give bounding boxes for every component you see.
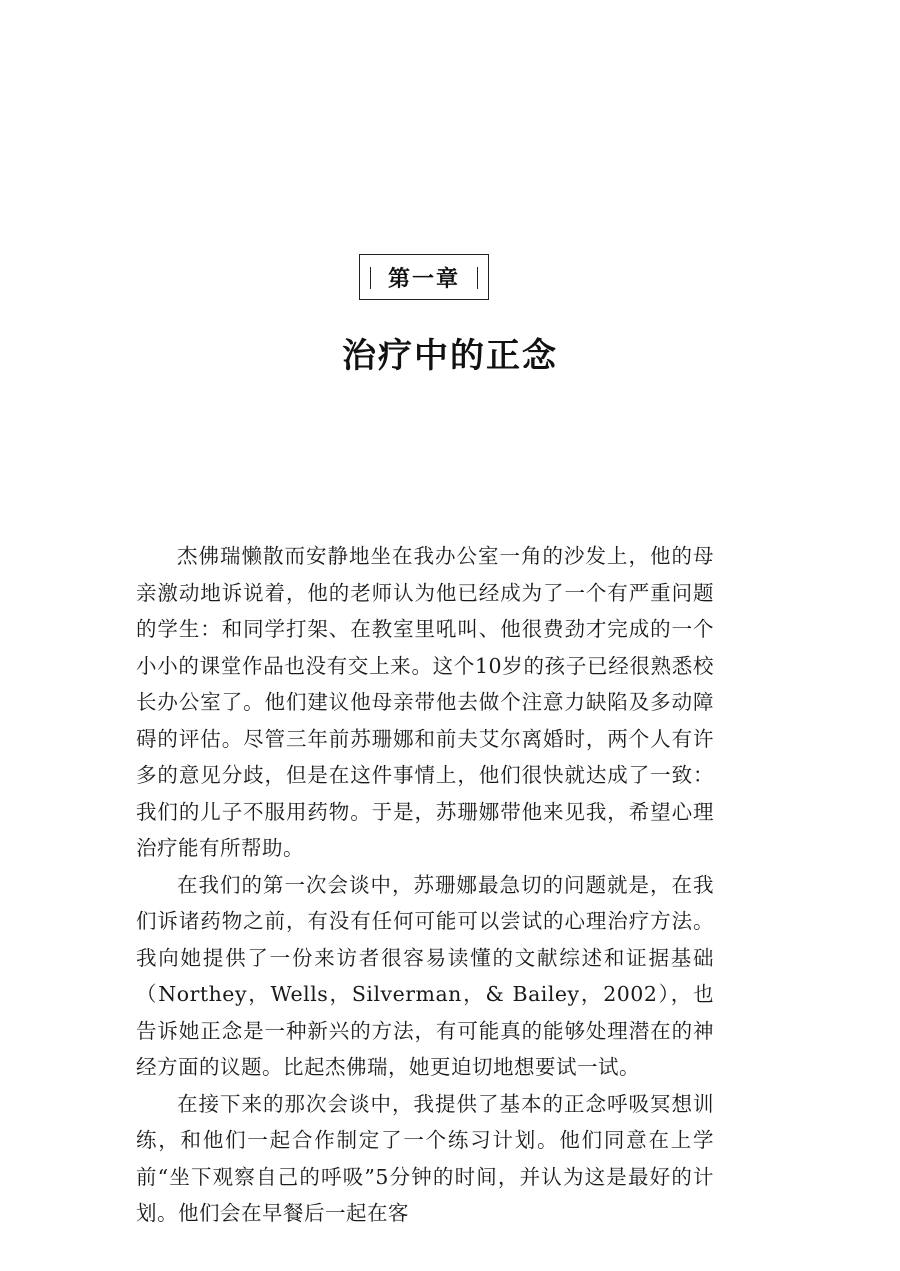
chapter-box-right-rule <box>477 267 478 289</box>
chapter-label: 第一章 <box>387 266 460 292</box>
paragraph: 杰佛瑞懒散而安静地坐在我办公室一角的沙发上，他的母亲激动地诉说着，他的老师认为他已经成为了一个有严重问题的学生：和同学打架、在教室里吼叫、他很费劲才完成的一个小小的课堂作品也没有交上来。这个10岁的孩子已经很熟悉校长办公室了。他们建议他母亲带他去做个注意力缺陷及多动障碍的评估。尽管三年前苏珊娜和前夫艾尔离婚时，两个人有许多的意见分歧，但是在这件事情上，他们很快就达成了一致：我们的儿子不服用药物。于是，苏珊娜带他来见我，希望心理治疗能有所帮助。 <box>136 544 714 860</box>
body-text <box>136 538 714 1232</box>
chapter-box-left-rule <box>370 267 371 289</box>
paragraph: 在我们的第一次会谈中，苏珊娜最急切的问题就是，在我们诉诸药物之前，有没有任何可能可以尝试的心理治疗方法。我向她提供了一份来访者很容易读懂的文献综述和证据基础（Northey，Wells，Silverman，& Bailey，2002），也告诉她正念是一种新兴的方法，有可能真的能够处理潜在的神经方面的议题。比起杰佛瑞，她更迫切地想要试一试。 <box>136 872 714 1079</box>
chapter-title: 治疗中的正念 <box>342 336 558 376</box>
chapter-label-box <box>359 254 489 300</box>
paragraph: 在接下来的那次会谈中，我提供了基本的正念呼吸冥想训练，和他们一起合作制定了一个练习计划。他们同意在上学前“坐下观察自己的呼吸”5分钟的时间，并认为这是最好的计划。他们会在早餐后一起在客 <box>136 1091 714 1225</box>
